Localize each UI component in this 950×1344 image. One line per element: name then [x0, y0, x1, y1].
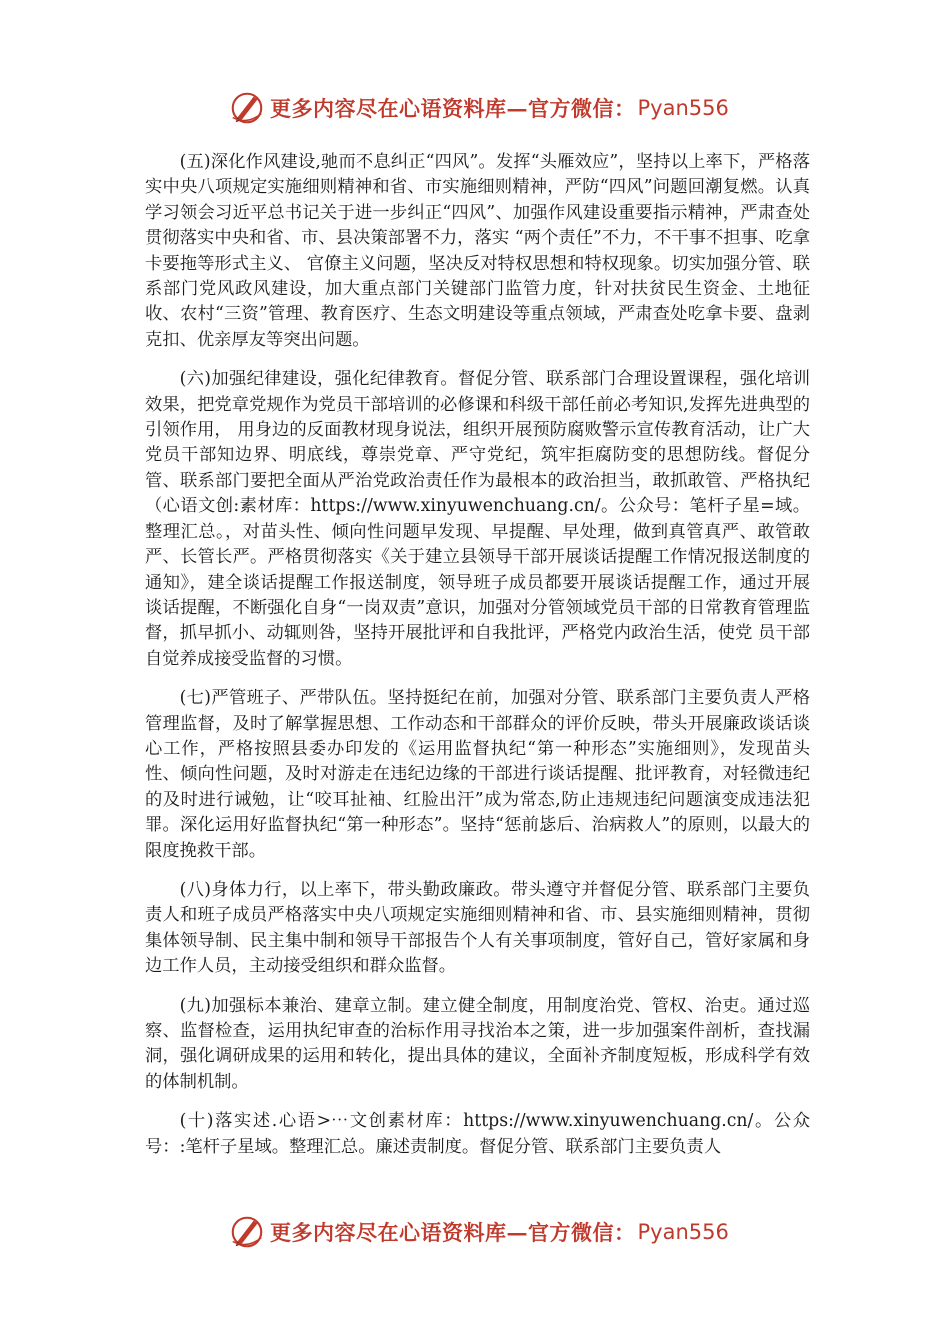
paragraph-8: (八)身体力行，以上率下，带头勤政廉政。带头遵守并督促分管、联系部门主要负责人和班子成员严格落实中央八项规定实施细则精神和省、市、县实施细则精神，贯彻集体领导制、民主集中制和领导干部报告个人有关事项制度，管好自己，管好家属和身边工作人员，主动接受组织和群众监督。 — [145, 879, 810, 977]
watermark-brand-text: 更多内容尽在心语资料库—官方微信： — [270, 96, 636, 121]
watermark-brand-text: 更多内容尽在心语资料库—官方微信： — [270, 1220, 636, 1245]
paragraph-9: (九)加强标本兼治、建章立制。建立健全制度，用制度治党、管权、治吏。通过巡察、监督检查，运用执纪审查的治标作用寻找治本之策，进一步加强案件剖析，查找漏洞，强化调研成果的运用和转化，提出具体的建议，全面补齐制度短板，形成科学有效的体制机制。 — [145, 995, 810, 1092]
watermark-banner-top — [228, 86, 748, 130]
paragraph-6: (六)加强纪律建设，强化纪律教育。督促分管、联系部门合理设置课程，强化培训效果，把党章党规作为党员干部培训的必修课和科级干部任前必考知识,发挥先进典型的引领作用， 用身边的反面教材现身说法，组织开展预防腐败警示宣传教育活动，让广大党员干部知边界、明底线，尊崇党章、严守党纪，筑牢拒腐防变的思想防线。督促分管、联系部门要把全面从严治党政治责任作为最根本的政治担当，敢抓敢管、严格执纪（心语文创:素材库：https://www.xinyuwenchuang.cn/。公众号：笔杆子星=域。整理汇总。，对苗头性、倾向性问题早发现、早提醒、早处理，做到真管真严、敢管敢严、长管长严。严格贯彻落实《关于建立县领导干部开展谈话提醒工作情况报送制度的通知》，建全谈话提醒工作报送制度，领导班子成员都要开展谈话提醒工作，通过开展谈话提醒，不断强化自身“一岗双责”意识，加强对分管领域党员干部的日常教育管理监督，抓早抓小、动辄则咎，坚持开展批评和自我批评，严格党内政治生活，使党 员干部自觉养成接受监督的习惯。 — [145, 369, 810, 669]
paragraph-5: (五)深化作风建设,驰而不息纠正“四风”。发挥“头雁效应”，坚持以上率下，严格落实中央八项规定实施细则精神和省、市实施细则精神，严防“四风”问题回潮复燃。认真学习领会习近平总书记关于进一步纠正“四风”、加强作风建设重要指示精神，严肃查处贯彻落实中央和省、市、县决策部署不力，落实 “两个责任”不力，不干事不担事、吃拿卡要拖等形式主义、 官僚主义问题，坚决反对特权思想和特权现象。切实加强分管、联系部门党风政风建设，加大重点部门关键部门监管力度，针对扶贫民生资金、土地征收、农村“三资”管理、教育医疗、生态文明建设等重点领域，严肃查处吃拿卡要、盘剥克扣、优亲厚友等突出问题。 — [145, 152, 810, 350]
watermark-wechat-id: Pyan556 — [637, 96, 729, 120]
watermark-banner-bottom — [228, 1210, 748, 1254]
pen-logo-icon — [228, 1213, 266, 1251]
paragraph-10: (十)落实述.心语>⋯文创素材库：https://www.xinyuwenchuang.cn/。公众号：:笔杆子星域。整理汇总。廉述责制度。督促分管、联系部门主要负责人 — [145, 1111, 810, 1157]
pen-logo-icon — [228, 89, 266, 127]
watermark-wechat-id: Pyan556 — [637, 1220, 729, 1244]
document-body — [145, 150, 810, 1174]
paragraph-7: (七)严管班子、严带队伍。坚持挺纪在前，加强对分管、联系部门主要负责人严格管理监督，及时了解掌握思想、工作动态和干部群众的评价反映，带头开展廉政谈话谈心工作，严格按照县委办印发的《运用监督执纪“第一种形态”实施细则》，发现苗头性、倾向性问题，及时对游走在违纪边缘的干部进行谈话提醒、批评教育，对轻微违纪的及时进行诫勉，让“咬耳扯袖、红脸出汗”成为常态,防止违规违纪问题演变成违法犯罪。深化运用好监督执纪“第一种形态”。坚持“惩前毖后、治病救人”的原则，以最大的限度挽救干部。 — [145, 688, 810, 861]
